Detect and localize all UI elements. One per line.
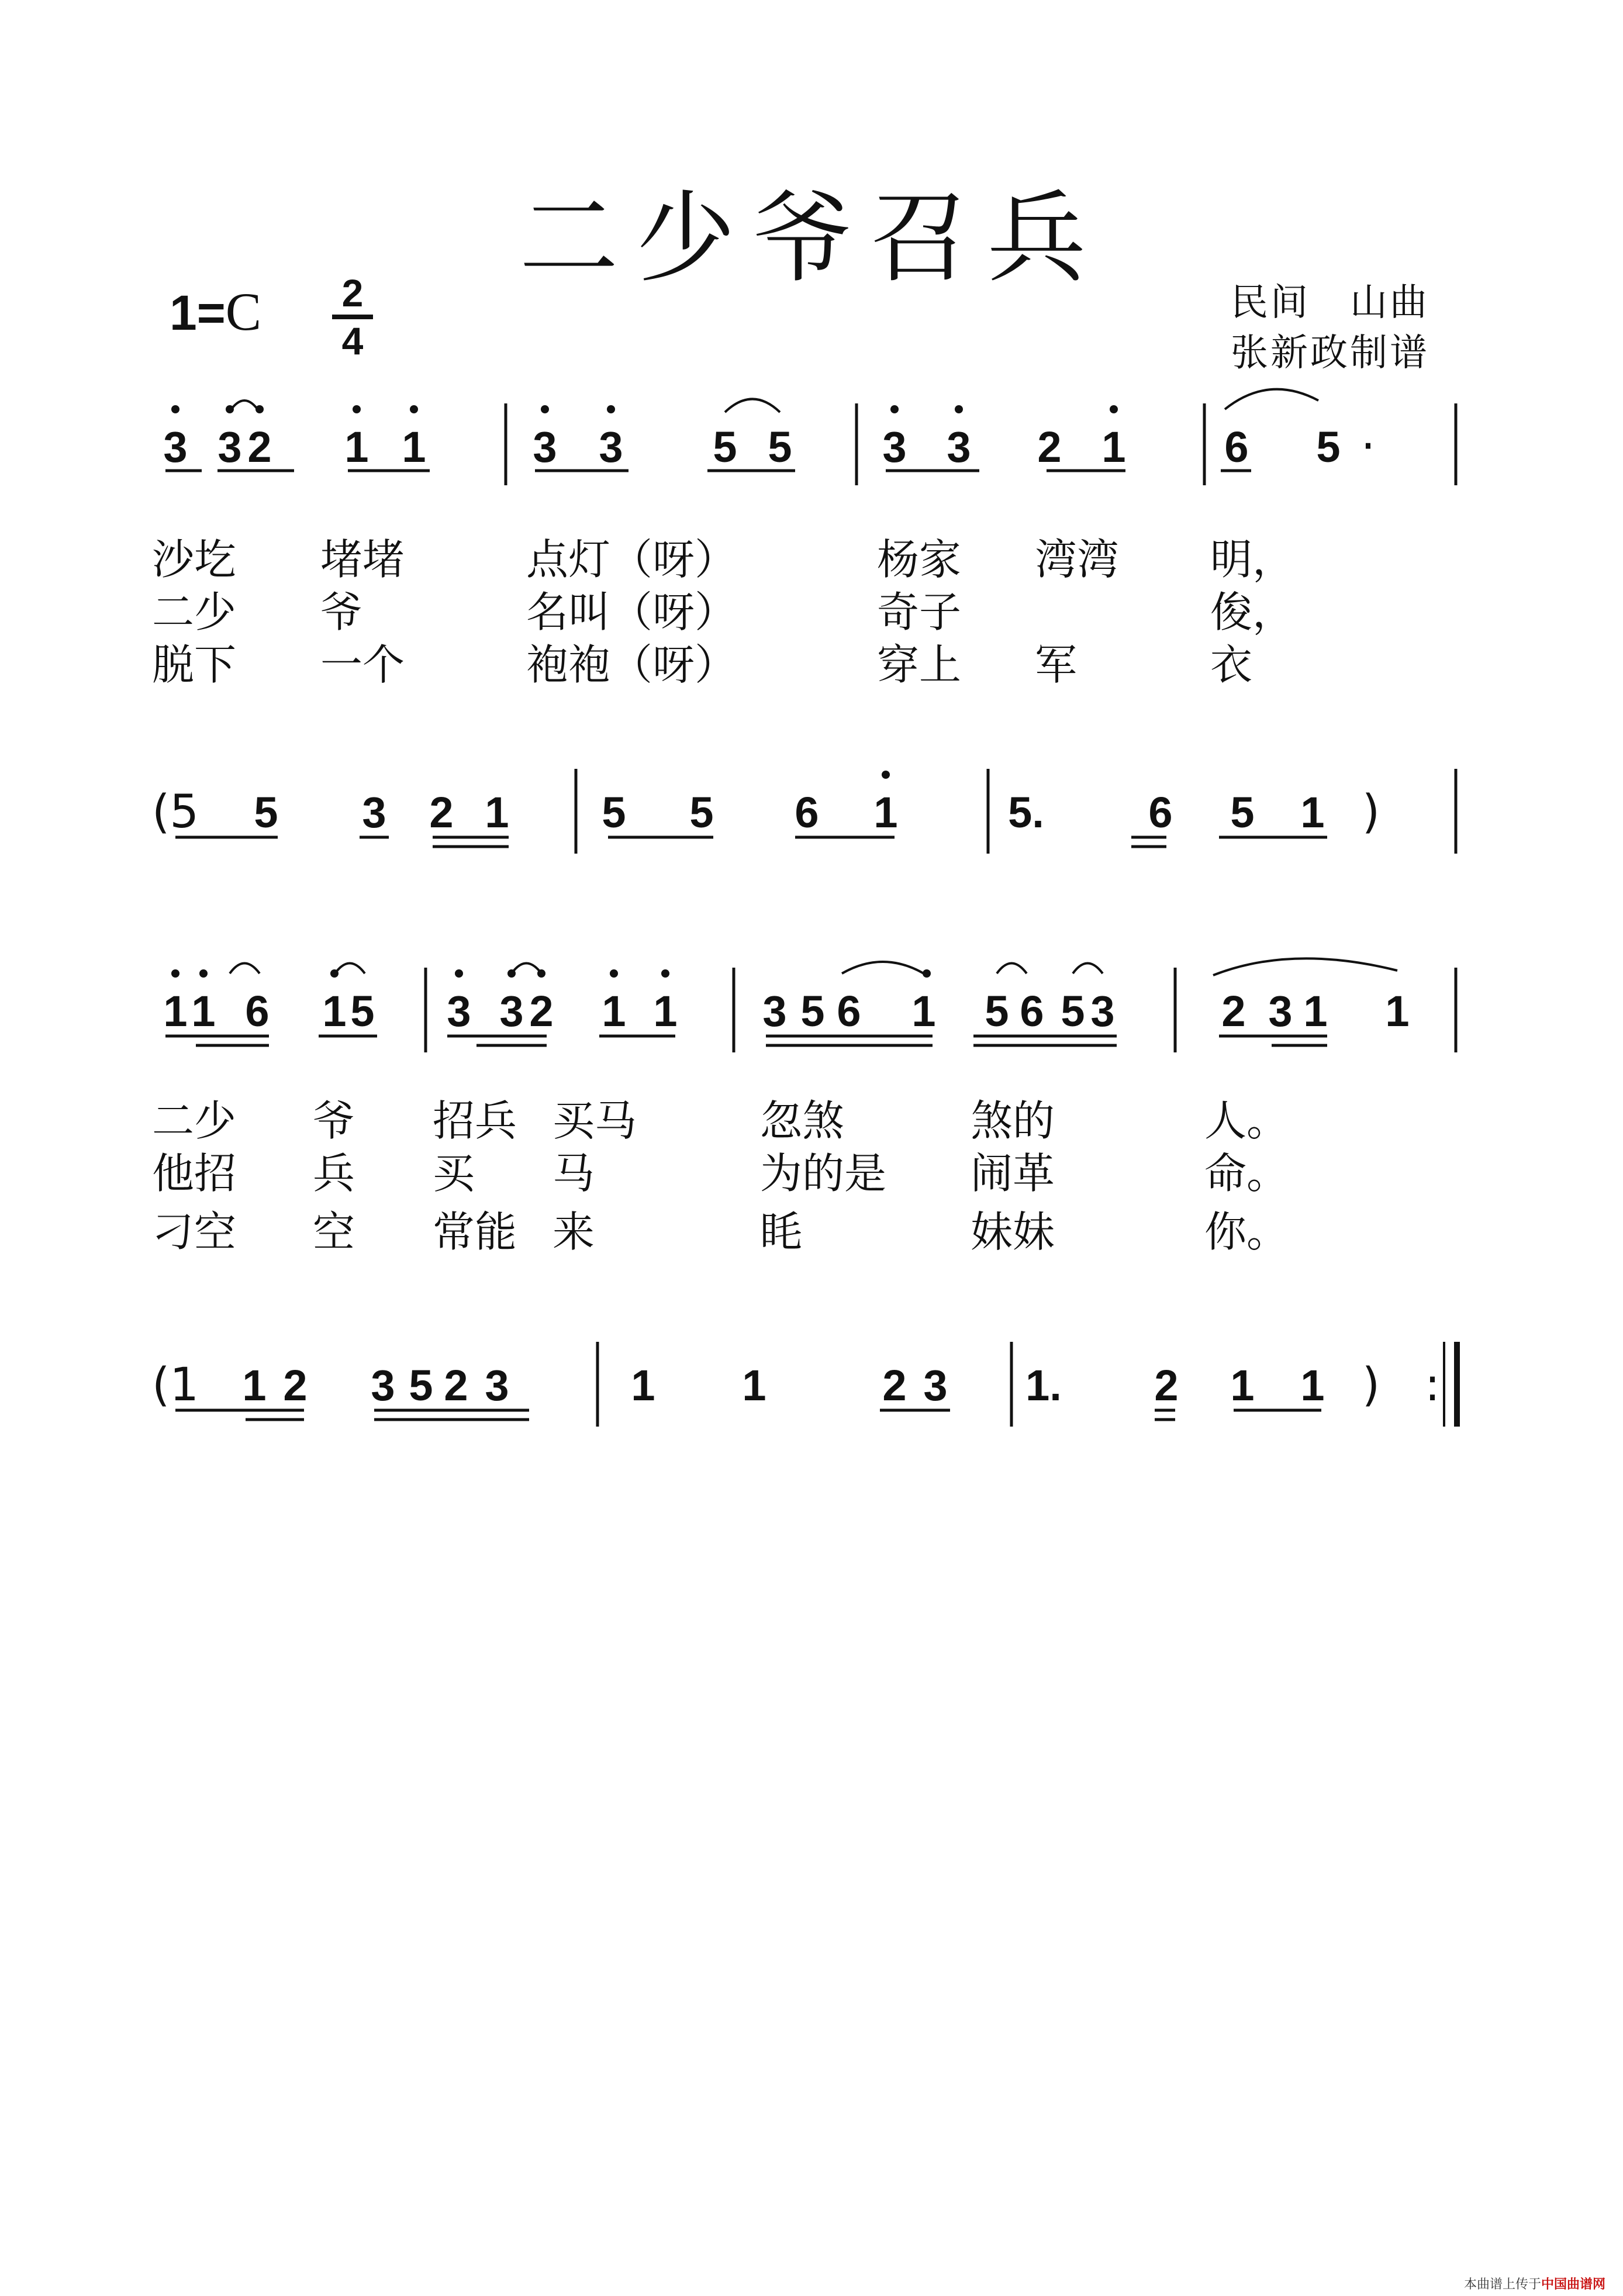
octave-dot: [955, 405, 963, 413]
section1-bar4-note: 6: [1224, 423, 1249, 471]
section2-bar2-note: 1: [602, 987, 626, 1035]
lyric-syllable: 妹妹: [971, 1207, 1055, 1256]
lyric-syllable: 名叫（呀）: [526, 588, 737, 637]
lyric-syllable: 二少: [152, 588, 237, 637]
lyric-syllable: 马: [552, 1149, 595, 1198]
footer: [1464, 2274, 1605, 2292]
octave-dot: [537, 969, 545, 978]
lyric-syllable: 常能: [433, 1207, 517, 1256]
song-title: 二少爷召兵: [519, 181, 1104, 296]
key-note: C: [225, 282, 262, 341]
lyric-syllable: 眊: [760, 1207, 803, 1256]
lyric-syllable: 人。: [1204, 1096, 1289, 1145]
octave-dot: [455, 969, 463, 978]
interlude2-bar1-note: 5: [409, 1361, 433, 1410]
interlude2-bar1-note: 2: [444, 1361, 468, 1410]
slur: [1213, 958, 1397, 975]
section1-bar1-note: 3: [163, 423, 188, 471]
section1-bar1-note: 1: [402, 423, 426, 471]
slur: [335, 964, 365, 974]
section2-bar3-note: 3: [762, 987, 787, 1035]
octave-dot: [890, 405, 899, 413]
lyric-syllable: 招兵: [433, 1096, 517, 1145]
interlude2-bar1-note: 1: [242, 1361, 267, 1410]
section1-bar2-note: 5: [768, 423, 792, 471]
octave-dot: [410, 405, 418, 413]
lyric-syllable: 俊，: [1210, 588, 1295, 637]
section2-bar3-note: 6: [837, 987, 861, 1035]
slur: [229, 400, 260, 412]
interlude1-bar3-note: 5.: [1008, 788, 1044, 837]
octave-dot: [541, 405, 549, 413]
lyric-syllable: 明，: [1210, 535, 1295, 584]
interlude1-bar1-note: 1: [485, 788, 509, 837]
interlude1-bar2-note: 5: [602, 788, 626, 837]
slur: [512, 964, 541, 974]
lyric-syllable: 爷: [313, 1096, 355, 1145]
interlude2-bar3-note: 1: [1300, 1361, 1325, 1410]
section2-bar2-note: 2: [529, 987, 554, 1035]
octave-dot: [171, 969, 179, 978]
section2-bar4-note: 1: [1303, 987, 1328, 1035]
section1-bar2-note: 3: [599, 423, 623, 471]
lyric-syllable: 一个: [320, 640, 405, 689]
interlude1-bar1-note: (5: [151, 786, 199, 838]
lyric-syllable: 穿上: [877, 640, 962, 689]
section1-bar3-note: 2: [1037, 423, 1062, 471]
lyric-syllable: 军: [1035, 640, 1078, 689]
section1-bar3-note: 3: [947, 423, 971, 471]
section1-bar2-note: 5: [713, 423, 737, 471]
section1-bar1-note: 3: [217, 423, 242, 471]
section2-bar3-note: 5: [800, 987, 825, 1035]
lyric-syllable: 忽煞: [760, 1096, 845, 1145]
lyric-syllable: 爷: [320, 588, 363, 637]
interlude2-bar2-note: 1: [742, 1361, 766, 1410]
section2-bar1-note: 1: [191, 987, 216, 1035]
lyric-syllable: 衣: [1210, 640, 1253, 689]
lyric-syllable: 点灯（呀）: [526, 535, 737, 584]
interlude2-bar3-note: 1: [1230, 1361, 1255, 1410]
lyric-syllable: 来: [552, 1207, 595, 1256]
lyric-syllable: 命。: [1204, 1149, 1289, 1198]
time-signature-bottom: 4: [341, 319, 364, 362]
interlude1-bar1-note: 5: [254, 788, 278, 837]
lyric-syllable: 闹革: [971, 1149, 1055, 1198]
section2-bar4-note: 1: [1385, 987, 1410, 1035]
time-signature-top: 2: [341, 271, 364, 315]
lyric-syllable: 袍袍（呀）: [526, 640, 737, 689]
octave-dot: [607, 405, 615, 413]
lyric-syllable: 脱下: [152, 640, 237, 689]
octave-dot: [330, 969, 339, 978]
octave-dot: [1110, 405, 1118, 413]
slur: [230, 964, 260, 974]
section2-bar2-note: 3: [499, 987, 524, 1035]
lyric-syllable: 煞的: [971, 1096, 1055, 1145]
section2-bar3-note: 1: [911, 987, 936, 1035]
section2-bar1-note: 1: [322, 987, 347, 1035]
interlude2-bar2-note: 1: [631, 1361, 655, 1410]
interlude1-bar3-note: 6: [1148, 788, 1173, 837]
section1-bar2-note: 3: [533, 423, 557, 471]
interlude2-bar1-note: 3: [485, 1361, 509, 1410]
lyric-syllable: 买马: [552, 1096, 637, 1145]
interlude2-bar2-note: 2: [882, 1361, 907, 1410]
octave-dot: [882, 771, 890, 779]
section2-bar4-note: 2: [1221, 987, 1246, 1035]
section2-bar3-note: 5: [1061, 987, 1085, 1035]
credit-origin: 民间 山曲: [1231, 281, 1429, 324]
lyric-syllable: 买: [433, 1149, 475, 1198]
credit-arranger: 张新政制谱: [1231, 332, 1429, 375]
section2-bar3-note: 3: [1090, 987, 1115, 1035]
key-prefix: 1=: [170, 285, 226, 340]
section2-bar4-note: 3: [1268, 987, 1293, 1035]
interlude2-bar1-note: (1: [151, 1359, 199, 1411]
octave-dot: [255, 405, 264, 413]
slur: [842, 962, 924, 973]
interlude2-bar2-note: 3: [923, 1361, 948, 1410]
section1-bar4-note: 5: [1316, 423, 1341, 471]
section2-bar1-note: 6: [245, 987, 270, 1035]
interlude1-bar3-note: 5: [1230, 788, 1255, 837]
interlude2-bar3-note: ): [1362, 1359, 1380, 1411]
interlude1-bar3-note: ): [1362, 786, 1380, 838]
lyric-syllable: 堵堵: [320, 535, 405, 584]
interlude2-bar3-note: 1.: [1025, 1361, 1062, 1410]
lyric-syllable: 他招: [152, 1149, 237, 1198]
section2-bar3-note: 6: [1020, 987, 1044, 1035]
interlude2-bar1-note: 3: [371, 1361, 395, 1410]
slur: [1073, 964, 1103, 974]
section2-bar1-note: 5: [350, 987, 375, 1035]
section2-bar3-note: 5: [985, 987, 1009, 1035]
interlude2-bar3-note: 2: [1154, 1361, 1179, 1410]
section1-bar1-note: 2: [247, 423, 272, 471]
interlude1-bar1-note: 3: [362, 788, 386, 837]
lyric-syllable: 沙圪: [152, 535, 237, 584]
interlude1-bar3-note: 1: [1300, 788, 1325, 837]
octave-dot: [507, 969, 516, 978]
lyric-syllable: 湾湾: [1035, 535, 1120, 584]
section2-bar2-note: 1: [653, 987, 678, 1035]
interlude2-bar1-note: 2: [283, 1361, 308, 1410]
section1-bar3-note: 1: [1101, 423, 1126, 471]
section1-bar1-note: 1: [344, 423, 369, 471]
lyric-syllable: 奇子: [877, 588, 962, 637]
octave-dot: [199, 969, 208, 978]
interlude1-bar2-note: 5: [689, 788, 714, 837]
slur: [725, 399, 780, 413]
octave-dot: [226, 405, 234, 413]
slur: [997, 964, 1027, 974]
interlude1-bar2-note: 1: [873, 788, 898, 837]
lyric-syllable: 二少: [152, 1096, 237, 1145]
section1-bar3-note: 3: [882, 423, 907, 471]
lyric-syllable: 刁空: [152, 1207, 237, 1256]
interlude1-bar1-note: 2: [429, 788, 454, 837]
octave-dot: [353, 405, 361, 413]
lyric-syllable: 杨家: [877, 535, 962, 584]
octave-dot: [171, 405, 179, 413]
section1-bar4-note: ·: [1360, 420, 1376, 473]
lyric-syllable: 为的是: [760, 1149, 887, 1198]
section2-bar1-note: 1: [163, 987, 188, 1035]
octave-dot: [923, 969, 931, 978]
section2-bar2-note: 3: [447, 987, 471, 1035]
footer-text: 本曲谱上传于: [1463, 2277, 1541, 2292]
octave-dot: [610, 969, 618, 978]
interlude1-bar2-note: 6: [795, 788, 819, 837]
lyric-syllable: 你。: [1204, 1207, 1289, 1256]
lyric-syllable: 兵: [313, 1149, 355, 1198]
interlude2-bar3-note: :: [1424, 1359, 1441, 1411]
octave-dot: [661, 969, 669, 978]
lyric-syllable: 空: [313, 1207, 355, 1256]
slur: [1225, 389, 1318, 409]
footer-brand: 中国曲谱网: [1541, 2277, 1605, 2292]
